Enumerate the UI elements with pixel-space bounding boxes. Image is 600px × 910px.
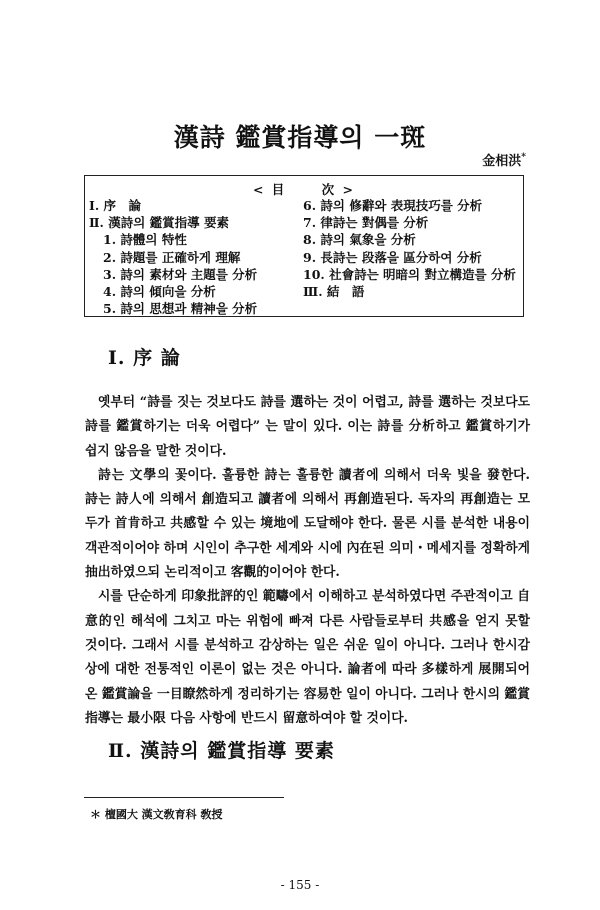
toc-item: 1. 詩體의 特性 — [103, 232, 187, 248]
toc-item: 10. 社會詩는 明暗의 對立構造를 分析 — [303, 266, 516, 282]
page-number: - 155 - — [280, 878, 320, 892]
toc-item: Ⅱ. 漢詩의 鑑賞指導 要素 — [89, 215, 230, 231]
author-label: 金相洪 — [482, 154, 522, 169]
section-body-introduction — [85, 391, 530, 731]
paragraph: 詩는 文學의 꽃이다. 훌륭한 詩는 훌륭한 讀者에 의해서 더욱 빛을 發한다. 詩는 詩人에 의해서 創造되고 讀者에 의해서 再創造된다. 독자의 再創造는 모두가 首肯하고 共感할 수 있는 境地에 도달해야 한다. 물론 시를 분석한 내용이 객관적이어야 하며 시인이 추구한 세계와 시에 內在된 의미・메세지를 정확하게 抽出하였으되 논리적이고 客觀的이어야 한다. — [85, 467, 530, 581]
paragraph: 시를 단순하게 印象批評的인 範疇에서 이해하고 분석하였다면 주관적이고 自意的인 해석에 그치고 마는 위험에 빠져 다른 사람들로부터 共感을 얻지 못할 것이다. 그래서 시를 분석하고 감상하는 일은 쉬운 일이 아니다. 그러나 한시감상에 대한 전통적인 이론이 없는 것은 아니다. 論者에 따라 多樣하게 展開되어온 鑑賞論을 一目瞭然하게 정리하기는 容易한 일이 아니다. 그러나 한시의 鑑賞指導는 最小限 다음 사항에 반드시 留意하여야 할 것이다. — [85, 589, 530, 726]
article-title: 漢詩 鑑賞指導의 一斑 — [173, 123, 427, 152]
toc-item: Ⅲ. 結 語 — [303, 283, 365, 299]
table-of-contents — [84, 175, 524, 317]
footnote-divider — [84, 797, 284, 798]
toc-item: 7. 律詩는 對偶를 分析 — [303, 215, 429, 231]
toc-item: 2. 詩題를 正確하게 理解 — [103, 249, 241, 265]
toc-item: 9. 長詩는 段落을 區分하여 分析 — [303, 249, 482, 265]
author-name — [482, 150, 526, 169]
toc-item: 5. 詩의 思想과 精神을 分析 — [103, 301, 258, 317]
author-footnote-mark: * — [521, 152, 526, 163]
section-heading-introduction: Ⅰ. 序 論 — [108, 347, 181, 369]
toc-item: 8. 詩의 氣象을 分析 — [303, 232, 416, 248]
toc-item: 3. 詩의 素材와 主題를 分析 — [103, 266, 258, 282]
toc-left-column — [89, 197, 257, 317]
section-heading-elements: Ⅱ. 漢詩의 鑑賞指導 要素 — [108, 740, 335, 762]
toc-item: 6. 詩의 修辭와 表現技巧를 分析 — [303, 198, 483, 213]
toc-item: Ⅰ. 序 論 — [89, 198, 142, 213]
paragraph: 옛부터 “詩를 짓는 것보다도 詩를 選하는 것이 어렵고, 詩를 選하는 것보다도 詩를 鑑賞하기는 더욱 어렵다” 는 말이 있다. 이는 詩를 分析하고 鑑賞하기가 쉽지 않음을 말한 것이다. — [85, 395, 530, 459]
toc-right-column — [303, 197, 516, 300]
toc-item: 4. 詩의 傾向을 分析 — [103, 283, 216, 299]
toc-title: < 目 次 > — [252, 182, 355, 197]
author-affiliation-footnote: ＊ 檀國大 漢文敎育科 敎授 — [90, 808, 223, 821]
